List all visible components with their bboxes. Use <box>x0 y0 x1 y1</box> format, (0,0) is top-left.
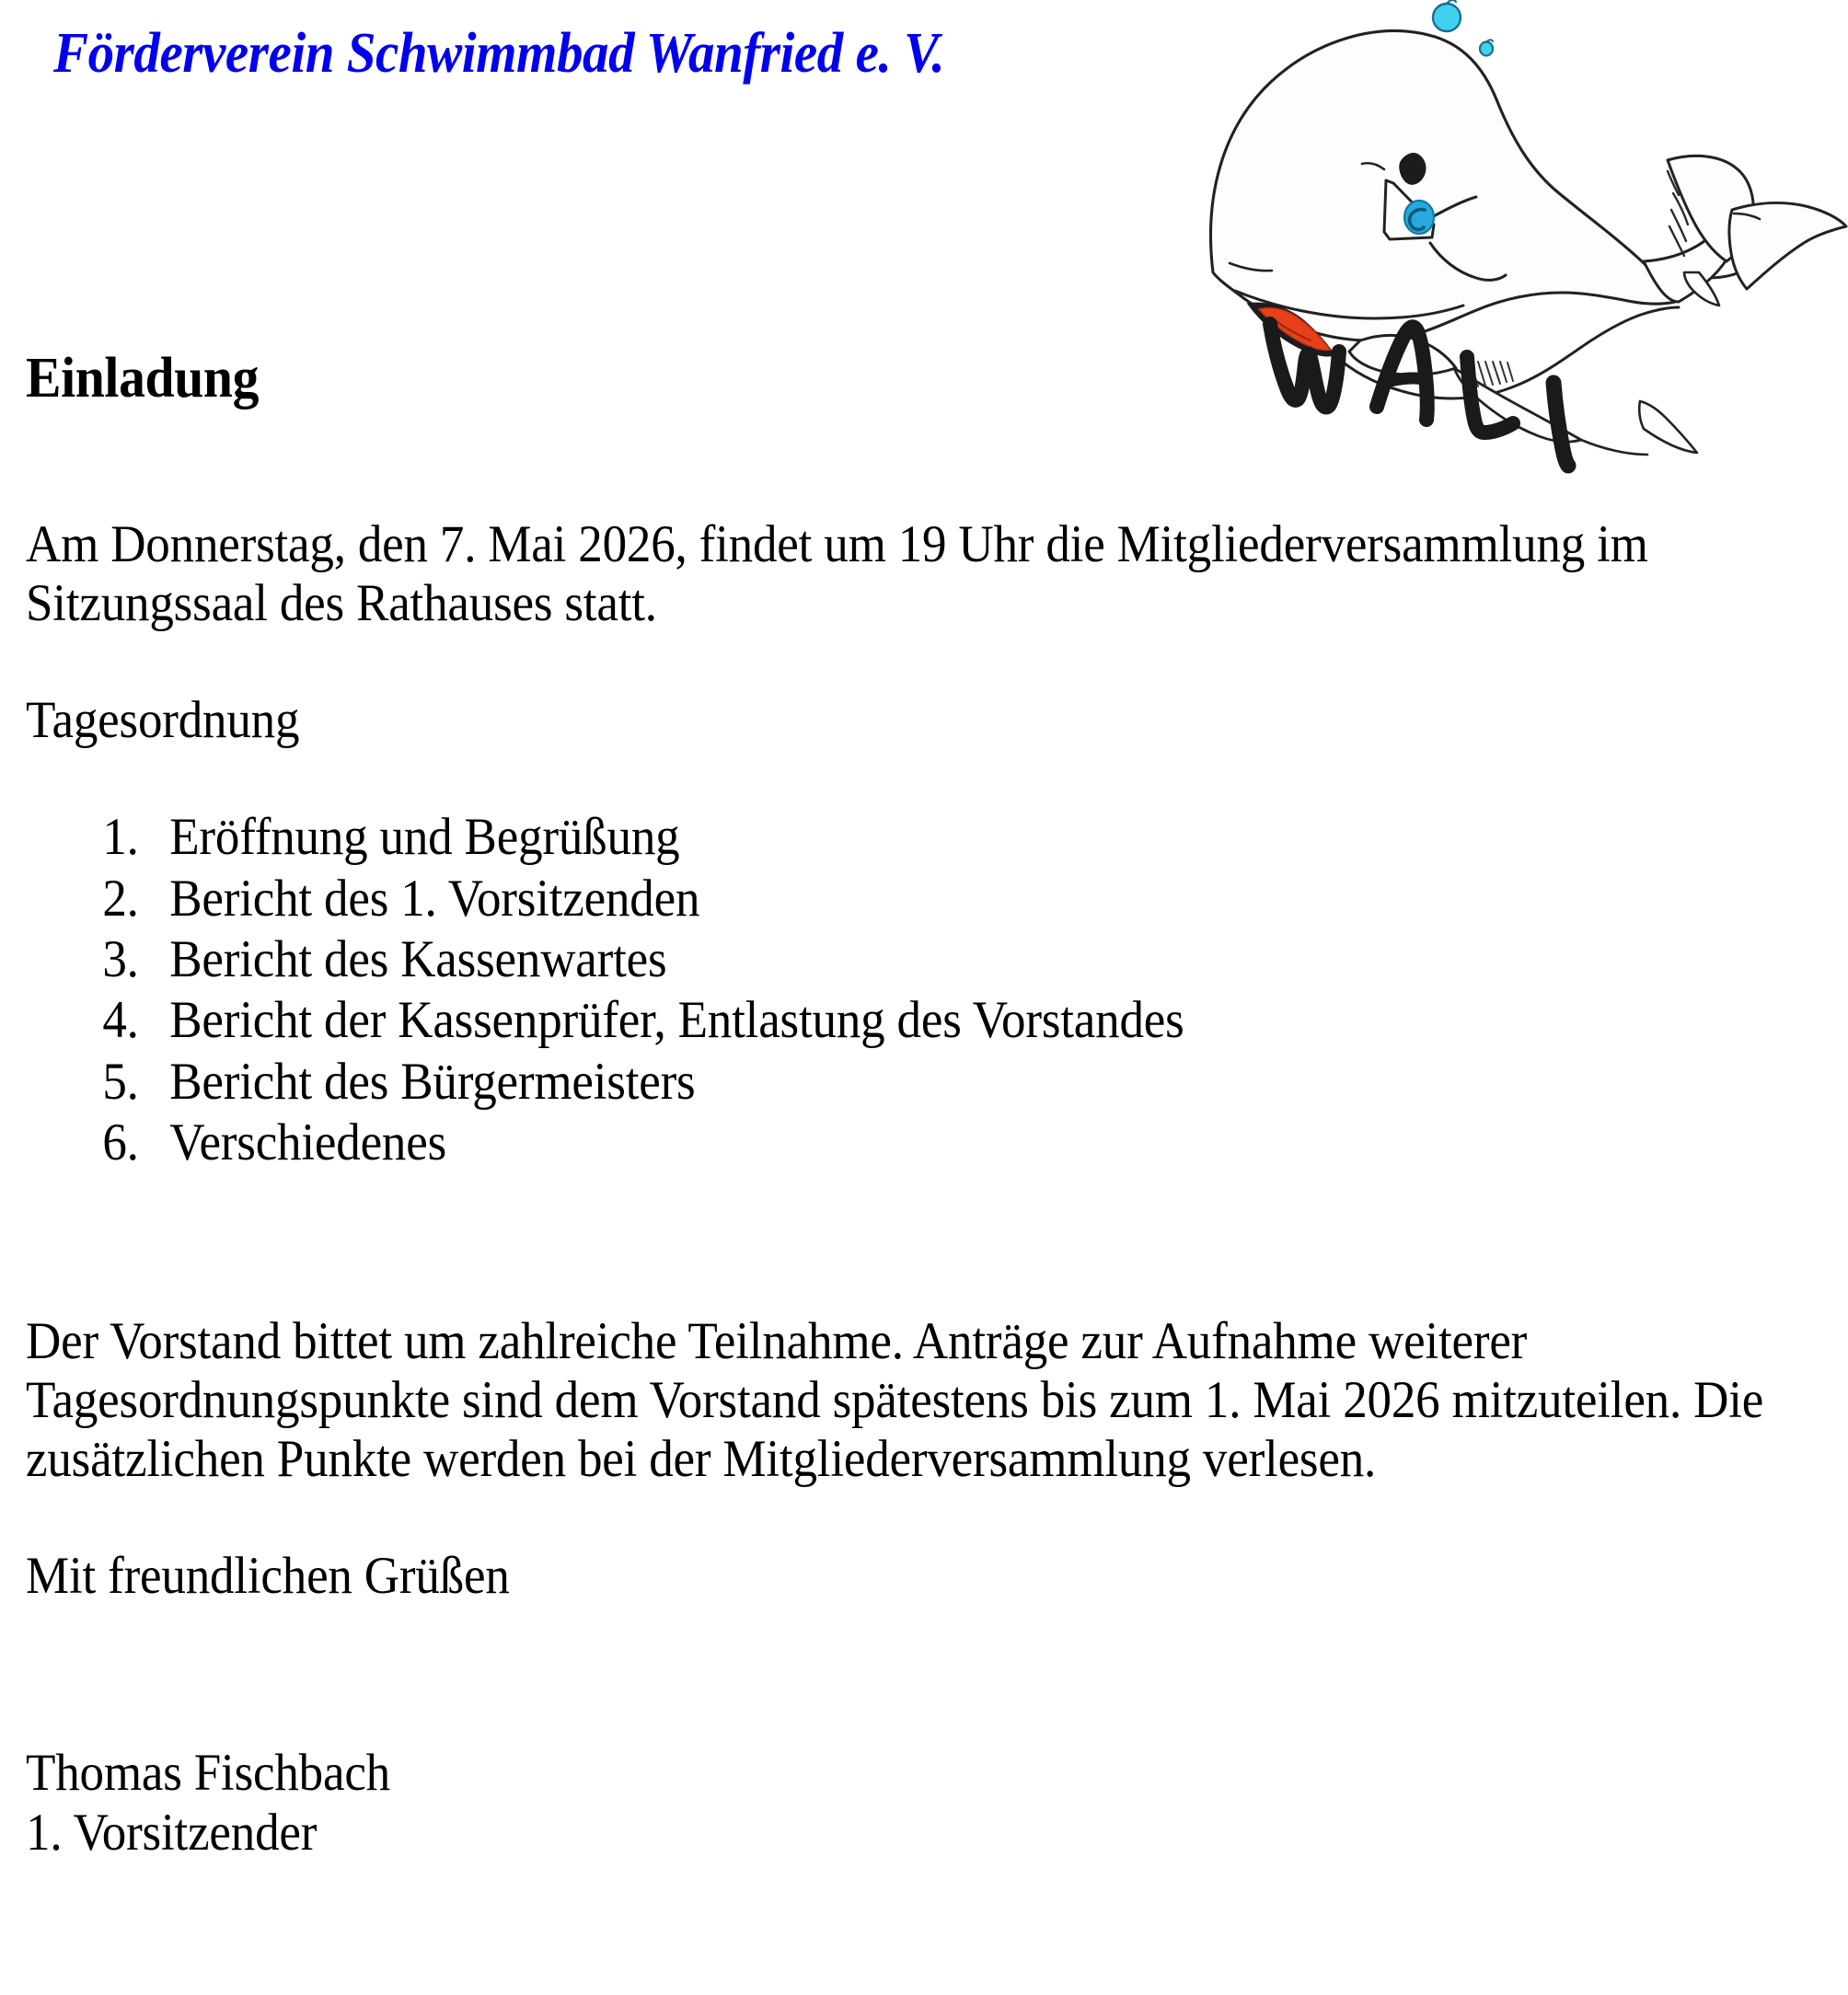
whale-tail-upper-fluke-path <box>1668 156 1753 261</box>
spacer <box>26 407 1802 515</box>
spacer <box>26 1490 1802 1547</box>
spacer <box>26 1174 1802 1312</box>
spacer <box>26 634 1802 691</box>
whale-snout-crease-path <box>1230 263 1272 271</box>
bubble-large <box>1433 4 1461 31</box>
signature-role: 1. Vorsitzender <box>26 1803 318 1862</box>
whale-mouth-path <box>1248 303 1334 355</box>
whale-brow-fold-path <box>1362 163 1384 169</box>
whale-fluke-notch-path <box>1734 213 1760 219</box>
agenda-item: 1. Eröffnung und Begrüßung <box>151 807 1848 868</box>
spacer <box>26 1606 1802 1744</box>
whale-dorsal-nub-path <box>1684 272 1719 306</box>
whale-eye-crease-path <box>1432 197 1476 217</box>
bubble-small <box>1480 42 1493 56</box>
agenda-item: 6. Verschiedenes <box>151 1113 1848 1173</box>
whale-eye-pupil-path <box>1410 210 1425 230</box>
whale-tongue-crease-path <box>1272 318 1311 340</box>
whale-eyebrow-path <box>1399 153 1426 185</box>
agenda-item: 3. Bericht des Kassenwartes <box>151 929 1848 990</box>
whale-eye-socket-path <box>1384 180 1434 239</box>
agenda-list <box>26 807 1848 1173</box>
agenda-heading: Tagesordnung <box>26 690 300 749</box>
agenda-item: 5. Bericht des Bürgermeisters <box>151 1052 1848 1113</box>
whale-cheek-path <box>1430 243 1506 280</box>
bubble-small-stem-path <box>1486 40 1493 42</box>
agenda-item: 4. Bericht der Kassenprüfer, Entlastung des Vorstandes <box>151 990 1848 1051</box>
whale-peduncle-path <box>1644 199 1738 302</box>
organization-name: Förderverein Schwimmbad Wanfried e. V. <box>53 22 945 85</box>
signature-name: Thomas Fischbach <box>26 1744 391 1803</box>
whale-eye-iris <box>1404 201 1434 234</box>
salutation: Mit freundlichen Grüßen <box>26 1546 510 1605</box>
whale-tongue-path <box>1259 308 1330 351</box>
whale-jawline-path <box>1235 291 1463 318</box>
agenda-item: 2. Bericht des 1. Vorsitzenden <box>151 869 1848 929</box>
bubble-large-stem-path <box>1447 0 1456 4</box>
whale-fluke-hatching-group <box>1668 171 1688 256</box>
letter-body <box>26 347 1802 1862</box>
whale-back-contour-path <box>1646 265 1747 278</box>
whale-tail-lower-fluke-path <box>1729 203 1846 289</box>
page-title: Einladung <box>26 347 260 409</box>
whale-head-path <box>1211 31 1675 340</box>
closing-paragraph: Der Vorstand bittet um zahlreiche Teilnahme. Anträge zur Aufnahme weiterer Tagesordnungspunkte sind dem Vorstand spätestens bis zum 1. Mai 2026 mitzuteilen. Die zusätzlichen Punkte werden bei der Mitgliederversammlung verlesen. <box>26 1311 1764 1489</box>
whale-bubble-group <box>1433 0 1493 55</box>
spacer <box>26 750 1802 807</box>
intro-paragraph: Am Donnerstag, den 7. Mai 2026, findet um 19 Uhr die Mitgliederversammlung im Sitzungssaal des Rathauses statt. <box>26 515 1648 633</box>
